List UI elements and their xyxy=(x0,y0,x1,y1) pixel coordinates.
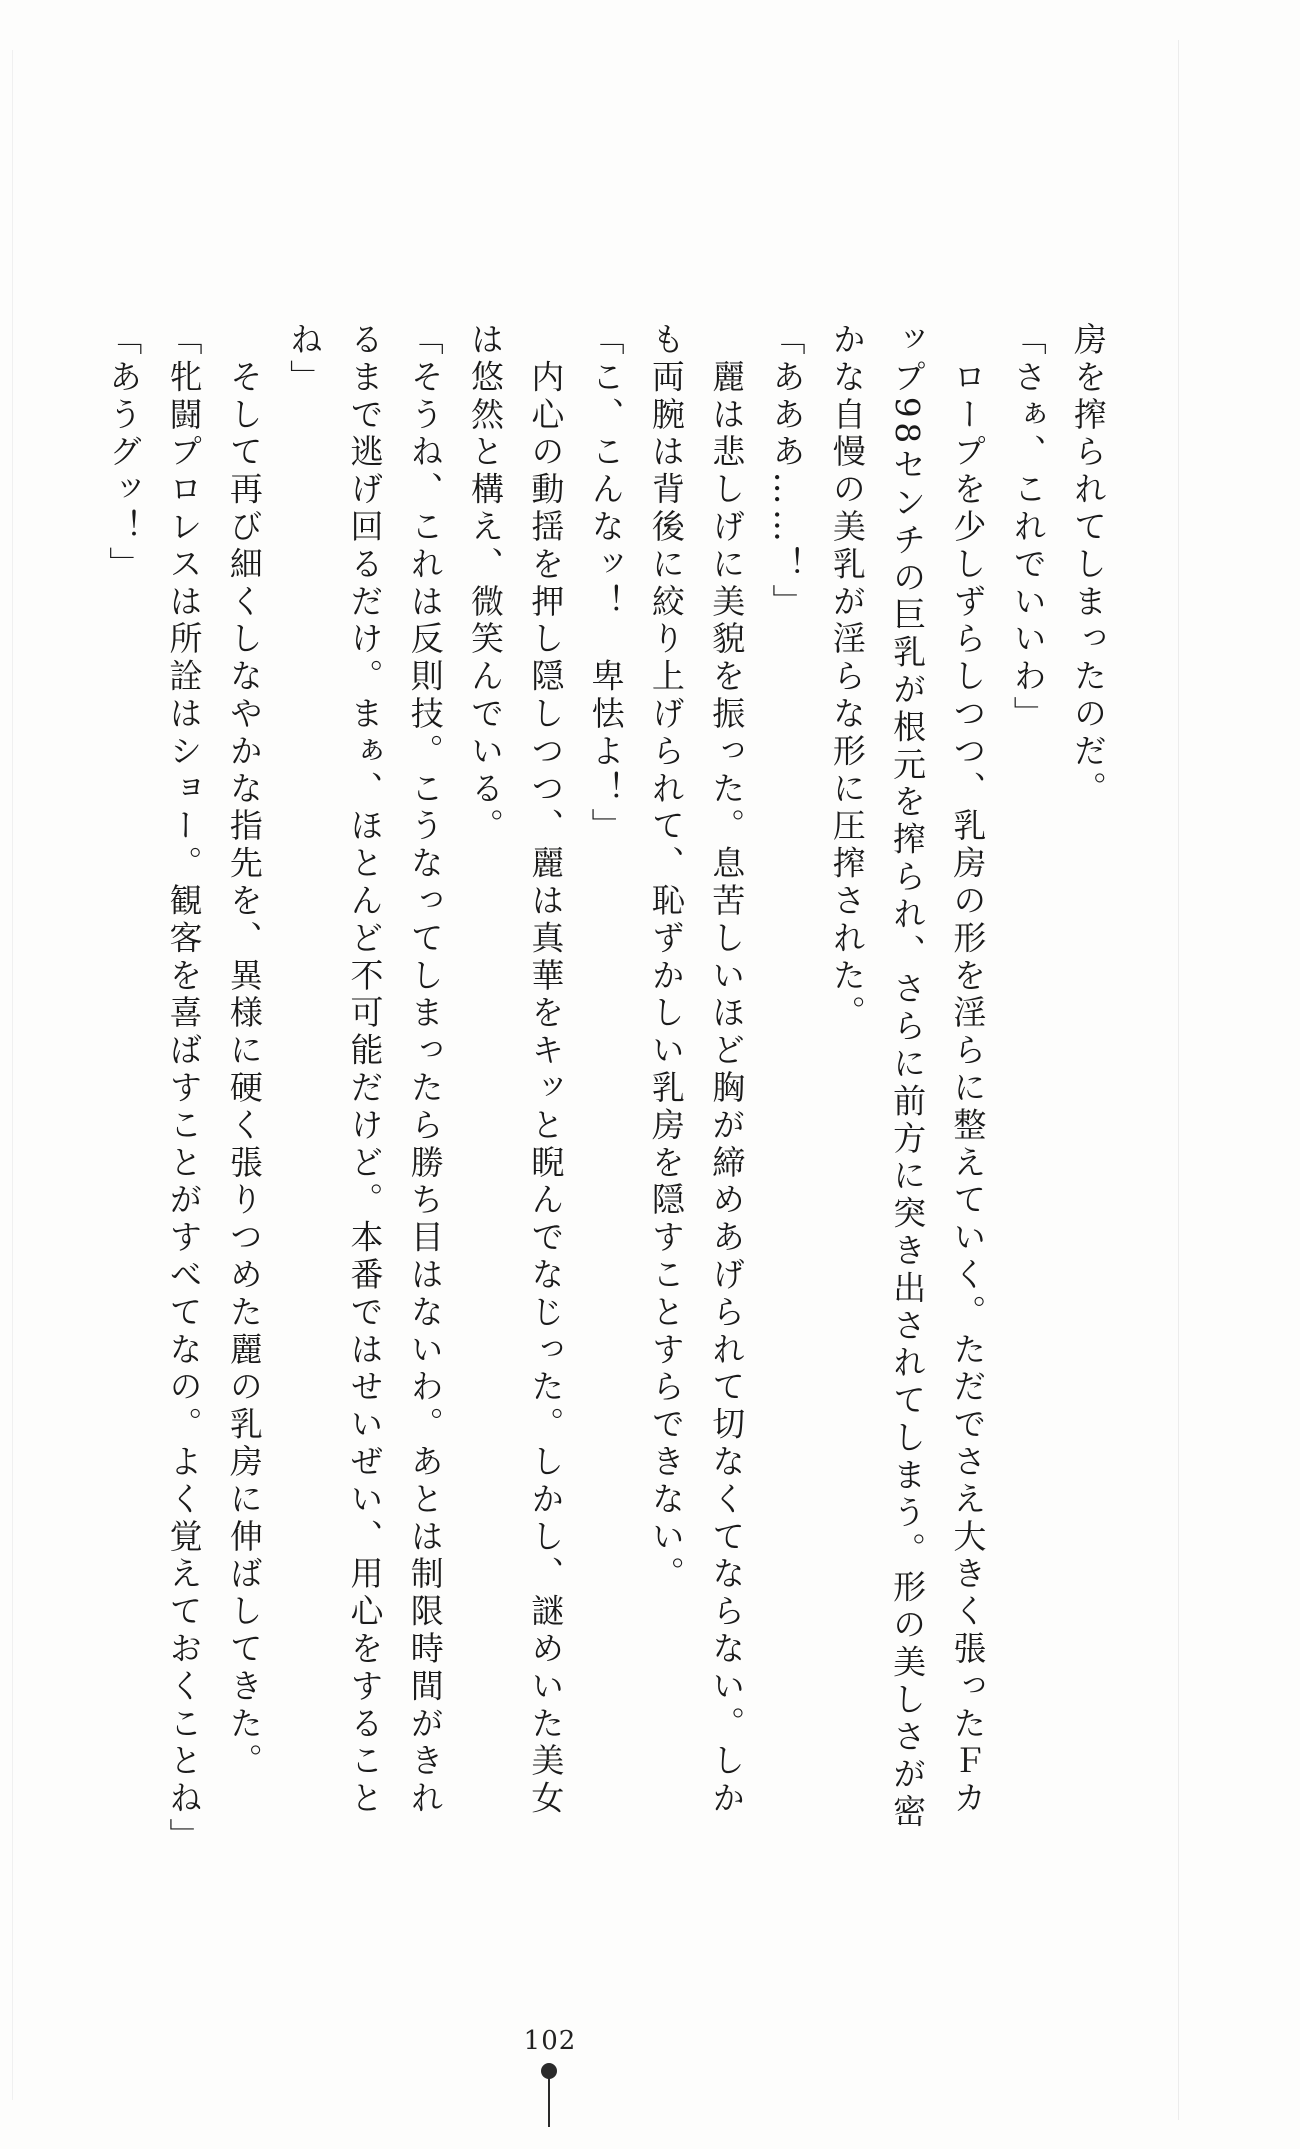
text-line-10: 内心の動揺を押し隠しつつ、麗は真華をキッと睨んでなじった。しかし、謎めいた美女 xyxy=(526,322,566,1818)
text-line-8: も両腕は背後に絞り上げられて、恥ずかしい乳房を隠すことすらできない。 xyxy=(646,322,686,1594)
vertical-text-block xyxy=(95,322,1120,1902)
text-line-5: かな自慢の美乳が淫らな形に圧搾された。 xyxy=(827,322,867,1033)
text-line-4: ップ98センチの巨乳が根元を搾られ、さらに前方に突き出されてしまう。形の美しさが密 xyxy=(888,322,928,1832)
text-line-16: 「牝闘プロレスは所詮はショー。観客を喜ばすことがすべてなの。よく覚えておくことね」 xyxy=(164,322,204,1856)
text-line-17: 「あうグッ！」 xyxy=(104,322,144,584)
page-number: 102 xyxy=(523,2026,577,2056)
page-marker-line xyxy=(548,2075,550,2127)
text-line-6: 「あああ……！」 xyxy=(767,322,807,622)
text-line-3: ロープを少しずらしつつ、乳房の形を淫らに整えていく。ただでさえ大きく張ったＦカ xyxy=(948,322,988,1818)
text-line-9: 「こ、こんなッ！ 卑怯よ！」 xyxy=(586,322,626,846)
text-line-2: 「さぁ、これでいいわ」 xyxy=(1008,322,1048,734)
text-line-11: は悠然と構え、微笑んでいる。 xyxy=(466,322,506,846)
text-line-1: 房を搾られてしまったのだ。 xyxy=(1069,322,1108,809)
text-line-7: 麗は悲しげに美貌を振った。息苦しいほど胸が締めあげられて切なくてならない。しか xyxy=(707,322,747,1818)
text-line-14: ね」 xyxy=(285,322,325,397)
text-line-15: そして再び細くしなやかな指先を、異様に硬く張りつめた麗の乳房に伸ばしてきた。 xyxy=(224,322,264,1781)
scan-edge-right xyxy=(1178,40,1179,2120)
text-line-13: るまで逃げ回るだけ。まぁ、ほとんど不可能だけど。本番ではせいぜい、用心をすること xyxy=(345,322,385,1818)
text-line-12: 「そうね、これは反則技。こうなってしまったら勝ち目はないわ。あとは制限時間がきれ xyxy=(405,322,445,1818)
scan-edge-left xyxy=(12,50,13,2100)
